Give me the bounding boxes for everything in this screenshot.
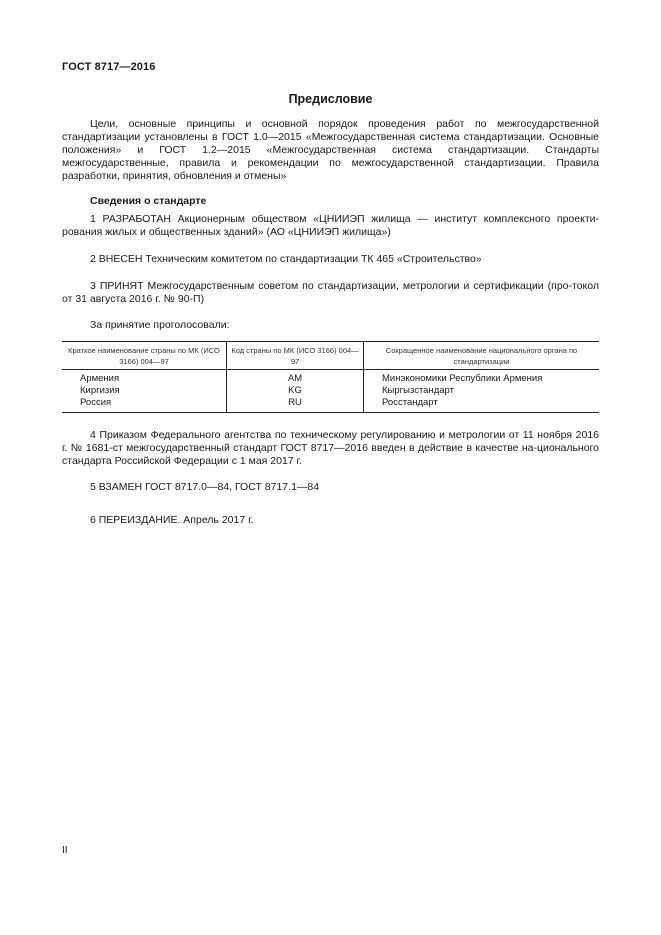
item-5-replaces: 5 ВЗАМЕН ГОСТ 8717.0—84, ГОСТ 8717.1—84 (90, 481, 320, 493)
cell-code: AM (227, 370, 364, 386)
item-3-adopted: 3 ПРИНЯТ Межгосударственным советом по стандартизации, метрологии и сертификации (про-токол от 31 августа 2016 г. № 90-П) (62, 280, 599, 305)
section-heading: Сведения о стандарте (90, 195, 207, 207)
item-4-order: 4 Приказом Федерального агентства по техническому регулированию и метрологии от 11 ноября 2016 г. № 1681-ст межгосударственный стандарт ГОСТ 8717—2016 введен в действие в качестве на-ционального стандарта Российской Федерации с 1 мая 2017 г. (62, 429, 599, 467)
item-2-introduced: 2 ВНЕСЕН Техническим комитетом по стандартизации ТК 465 «Строительство» (90, 253, 482, 265)
page-number: II (62, 845, 68, 856)
table-row (62, 385, 599, 397)
cell-national-body: Кыргызстандарт (364, 385, 600, 397)
header-code: Код страны по МК (ИСО 3166) 004—97 (227, 342, 364, 370)
voting-table (62, 341, 599, 413)
cell-national-body: Росстандарт (364, 397, 600, 413)
cell-code: RU (227, 397, 364, 413)
cell-code: KG (227, 385, 364, 397)
item-1-developed: 1 РАЗРАБОТАН Акционерным обществом «ЦНИИЭП жилища — институт комплексного проекти-рования жилых и общественных зданий» (АО «ЦНИИЭП жилища») (62, 213, 599, 238)
table-row (62, 370, 599, 386)
cell-country: Киргизия (80, 385, 120, 396)
item-6-reissue: 6 ПЕРЕИЗДАНИЕ. Апрель 2017 г. (90, 514, 254, 526)
vote-label: За принятие проголосовали: (90, 319, 230, 331)
page-title: Предисловие (288, 92, 373, 106)
header-national-body: Сокращенное наименование национального органа по стандартизации (364, 342, 600, 370)
table-header-row (62, 342, 599, 370)
intro-paragraph: Цели, основные принципы и основной порядок проведения работ по межгосударственной стандартизации установлены в ГОСТ 1.0—2015 «Межгосударственная система стандартизации. Основные положения» и ГОСТ 1.2—2015 «Межгосударственная система стандартизации. Стандарты межгосударственные, правила и рекомендации по межгосударственной стандартизации. Правила разработки, принятия, обновления и отмены» (62, 118, 599, 182)
cell-national-body: Минэкономики Республики Армения (364, 370, 600, 386)
document-id-header: ГОСТ 8717—2016 (62, 61, 156, 73)
table-row (62, 397, 599, 413)
header-country: Краткое наименование страны по МК (ИСО 3166) 004—97 (62, 342, 227, 370)
cell-country: Армения (80, 373, 120, 384)
cell-country: Россия (62, 397, 227, 413)
